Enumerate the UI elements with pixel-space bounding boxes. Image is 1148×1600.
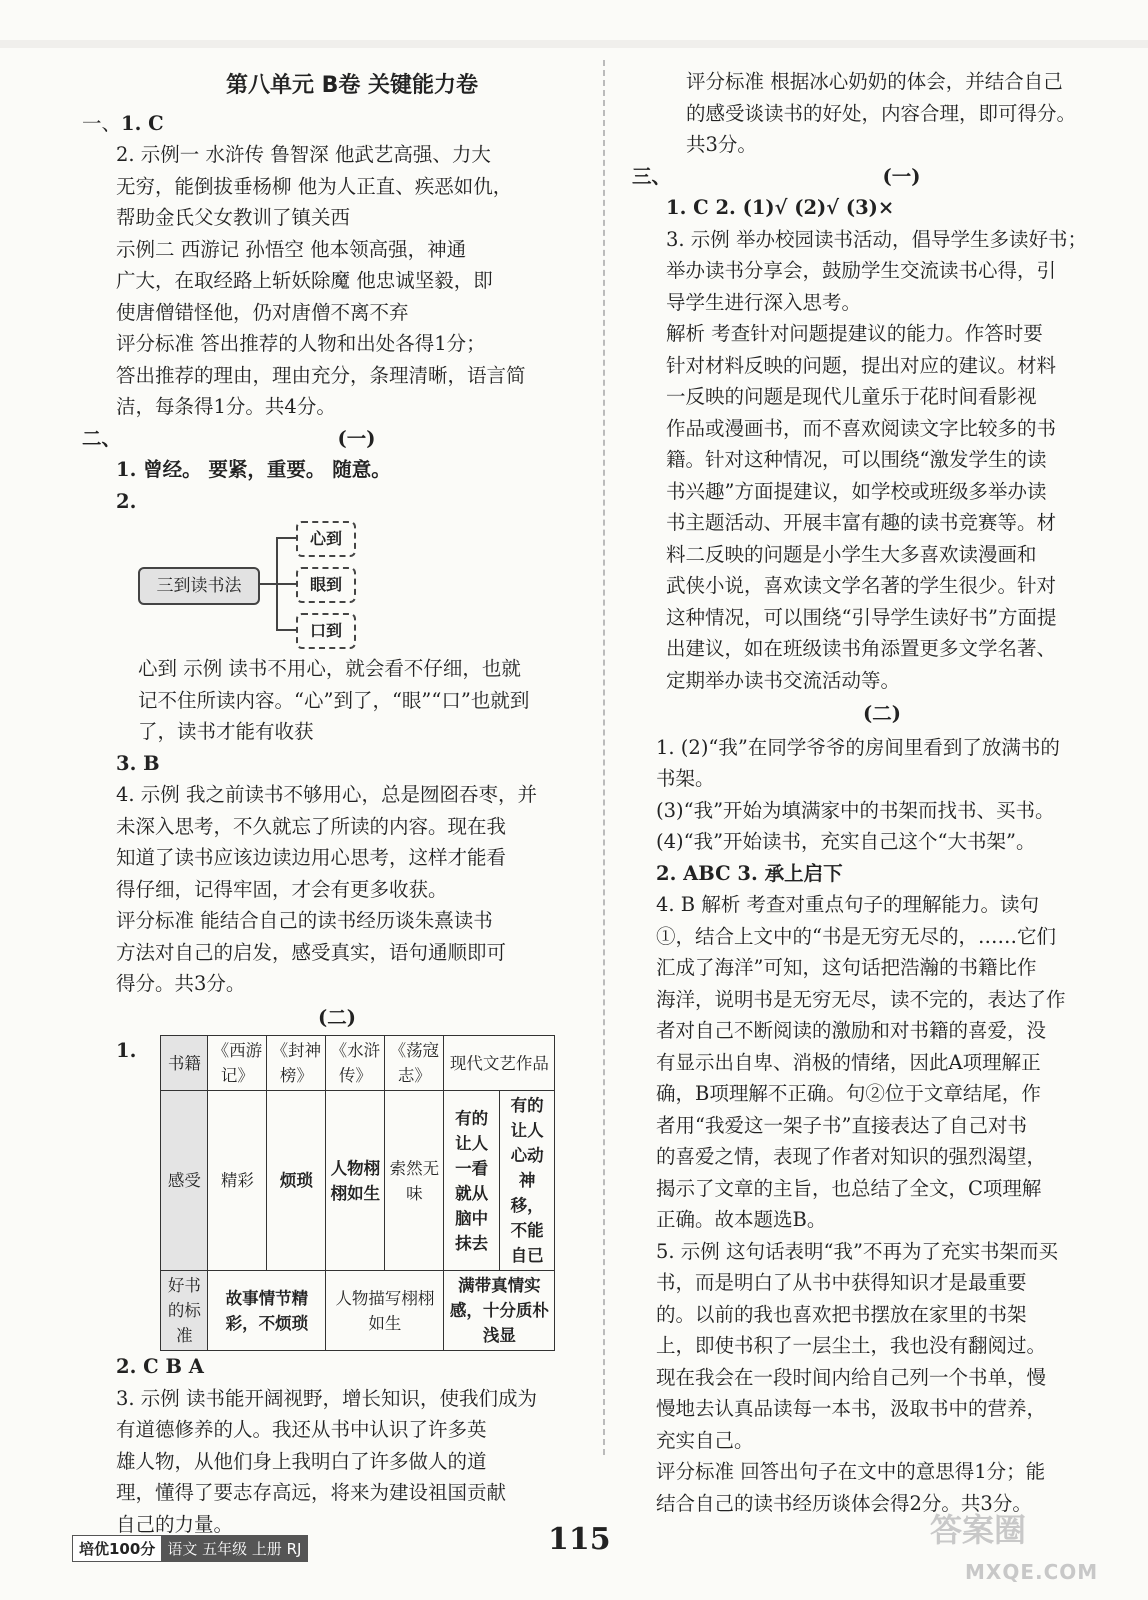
text-line: 4. B 解析 考查对重点句子的理解能力。读句 <box>656 893 1040 916</box>
text-line: 知道了读书应该边读边用心思考，这样才能看 <box>116 846 507 869</box>
book-meta: 语文 五年级 上册 RJ <box>161 1536 307 1561</box>
text-line: 出建议，如在班级读书角添置更多文学名著、 <box>666 637 1057 660</box>
text-line: 定期举办读书交流活动等。 <box>666 668 901 692</box>
text-line: 确，B项理解不正确。句②位于文章结尾，作 <box>656 1082 1041 1105</box>
watermark-logo: 答案圈 <box>930 1511 1027 1549</box>
text-line: 5. 示例 这句话表明“我”不再为了充实书架而买 <box>656 1239 1058 1263</box>
answer-2-label: 2. <box>116 489 137 513</box>
text-line: 汇成了海洋”可知，这句话把浩瀚的书籍比作 <box>656 956 1037 979</box>
column-divider <box>603 60 605 1455</box>
answer-2-text <box>82 653 592 748</box>
mind-map <box>138 519 592 649</box>
section-one <box>82 108 592 140</box>
section-one-label: 一、 <box>82 111 122 135</box>
text-line: 举办读书分享会，鼓励学生交流读书心得，引 <box>666 259 1057 282</box>
text-line: 1. (2)“我”在同学爷爷的房间里看到了放满书的 <box>656 735 1060 759</box>
text-line: 籍。针对这种情况，可以围绕“激发学生的读 <box>666 448 1047 471</box>
table-cell: 有的让人心动神移，不能自已 <box>499 1091 555 1271</box>
table-cell: 索然无味 <box>385 1091 444 1271</box>
text-line: 心到 示例 读书不用心，就会看不仔细，也就 <box>138 657 521 680</box>
table-header-cell: 感受 <box>161 1091 208 1271</box>
page-number: 115 <box>548 1522 611 1557</box>
answer-2: 2. C B A <box>116 1355 204 1378</box>
text-line: 记不住所读内容。“心”到了，“眼”“口”也就到 <box>138 688 530 712</box>
subsection-heading: (一) <box>882 164 921 188</box>
text-line: 3. 示例 读书能开阔视野，增长知识，使我们成为 <box>116 1386 538 1410</box>
text-line: 正确。故本题选B。 <box>656 1208 827 1231</box>
text-line: 广大，在取经路上斩妖除魔 他忠诚坚毅，即 <box>116 269 493 292</box>
text-line: 现在我会在一段时间内给自己列一个书单，慢 <box>656 1365 1047 1389</box>
text-line: 一反映的问题是现代儿童乐于花时间看影视 <box>666 385 1037 408</box>
text-line: 评分标准 根据冰心奶奶的体会，并结合自己 <box>686 70 1063 93</box>
text-line: 书，而是明白了从书中获得知识才是最重要 <box>656 1271 1027 1294</box>
answer-2-3-block <box>82 1351 592 1540</box>
footer-book-info <box>72 1535 308 1562</box>
left-column <box>82 66 592 1540</box>
text-line: 慢地去认真品读每一本书，汲取书中的营养， <box>656 1397 1047 1420</box>
text-line: 有道德修养的人。我还从书中认识了许多英 <box>116 1418 487 1441</box>
text-line: 结合自己的读书经历谈体会得2分。共3分。 <box>656 1491 1032 1515</box>
answer-1: 1. 曾经。 要紧，重要。 随意。 <box>116 458 391 481</box>
table-row <box>161 1271 555 1351</box>
table-cell: 《西游记》 <box>208 1036 267 1091</box>
subsection-heading: (一) <box>337 426 376 450</box>
section-three-label: 三、 <box>632 164 672 188</box>
subsection-heading: (二) <box>318 1005 356 1029</box>
text-line: 未深入思考，不久就忘了所读的内容。现在我 <box>116 814 507 838</box>
text-line: (4)“我”开始读书，充实自己这个“大书架”。 <box>656 830 1036 853</box>
table-cell: 现代文艺作品 <box>444 1036 555 1091</box>
text-line: 4. 示例 我之前读书不够用心，总是囫囵吞枣，并 <box>116 783 538 806</box>
text-line: 2. ABC 3. 承上启下 <box>656 861 843 885</box>
text-line: 揭示了文章的主旨，也总结了全文，C项理解 <box>656 1176 1042 1200</box>
subsection-heading: (二) <box>863 702 901 725</box>
brand-label: 培优100分 <box>73 1536 161 1561</box>
text-line: 方法对自己的启发，感受真实，语句通顺即可 <box>116 940 507 964</box>
table-cell: 《荡寇志》 <box>385 1036 444 1091</box>
table-header-cell: 书籍 <box>161 1036 208 1091</box>
answer-1-table-block <box>82 1035 592 1351</box>
section-three-header <box>632 161 1132 193</box>
text-line: 充实自己。 <box>656 1428 754 1452</box>
text-line: 2. 示例一 水浒传 鲁智深 他武艺高强、力大 <box>116 143 491 166</box>
text-line: 者对自己不断阅读的激励和对书籍的喜爱，没 <box>656 1019 1047 1042</box>
connector-line <box>276 583 296 585</box>
text-line: 的。以前的我也喜欢把书摆放在家里的书架 <box>656 1302 1027 1326</box>
text-line: 示例二 西游记 孙悟空 他本领高强，神通 <box>116 237 467 261</box>
watermark-url: MXQE.COM <box>965 1560 1099 1584</box>
answers-1-2: 1. C 2. (1)√ (2)√ (3)× <box>666 196 895 219</box>
table-cell: 烦琐 <box>267 1091 326 1271</box>
text-line: 理，懂得了要志存高远，将来为建设祖国贡献 <box>116 1481 507 1504</box>
text-line: 书主题活动、开展丰富有趣的读书竞赛等。材 <box>666 511 1057 534</box>
table-cell: 精彩 <box>208 1091 267 1271</box>
text-line: 的喜爱之情，表现了作者对知识的强烈渴望， <box>656 1145 1047 1168</box>
text-line: 上，即使书积了一层尘土，我也没有翻阅过。 <box>656 1334 1047 1357</box>
table-row <box>161 1091 555 1271</box>
text-line: 的感受谈读书的好处，内容合理，即可得分。 <box>686 101 1077 125</box>
text-line: 自己的力量。 <box>116 1512 234 1536</box>
text-line: 书兴趣”方面提建议，如学校或班级多举办读 <box>666 479 1047 503</box>
table-row <box>161 1036 555 1091</box>
table-cell: 《封神榜》 <box>267 1036 326 1091</box>
text-line: 评分标准 答出推荐的人物和出处各得1分； <box>116 332 486 355</box>
table-cell: 有的让人一看就从脑中抹去 <box>444 1091 500 1271</box>
text-line: 共3分。 <box>686 133 757 156</box>
part-one-block <box>632 192 1132 696</box>
book-comparison-table <box>160 1035 555 1351</box>
page-title: 第八单元 B卷 关键能力卷 <box>225 73 479 98</box>
text-line: 帮助金氏父女教训了镇关西 <box>116 206 351 229</box>
text-line: 针对材料反映的问题，提出对应的建议。材料 <box>666 353 1057 377</box>
table-header-cell: 好书的标准 <box>161 1271 208 1351</box>
text-line: 无穷，能倒拔垂杨柳 他为人正直、疾恶如仇， <box>116 174 513 198</box>
answer-2-block <box>82 139 592 423</box>
text-line: 导学生进行深入思考。 <box>666 290 862 314</box>
text-line: ①，结合上文中的“书是无穷无尽的，……它们 <box>656 924 1056 948</box>
text-line: 作品或漫画书，而不喜欢阅读文字比较多的书 <box>666 416 1057 440</box>
answer-1-label: 1. <box>116 1039 137 1062</box>
text-line: 使唐僧错怪他，仍对唐僧不离不弃 <box>116 300 409 324</box>
mind-map-leaf: 眼到 <box>296 567 356 603</box>
text-line: 有显示出自卑、消极的情绪，因此A项理解正 <box>656 1050 1041 1074</box>
text-line: 答出推荐的理由，理由充分，条理清晰，语言简 <box>116 363 526 387</box>
right-column <box>632 66 1132 1519</box>
table-cell: 《水浒传》 <box>326 1036 385 1091</box>
connector-line <box>258 583 276 585</box>
answer-3: 3. B <box>116 751 160 775</box>
text-line: 解析 考查针对问题提建议的能力。作答时要 <box>666 322 1043 345</box>
mind-map-leaf: 心到 <box>296 521 356 557</box>
text-line: 者用“我爱这一架子书”直接表达了自己对书 <box>656 1113 1027 1137</box>
connector-line <box>276 629 296 631</box>
answer-1: 1. C <box>121 111 164 135</box>
text-line: 海洋，说明书是无穷无尽，读不完的，表达了作 <box>656 987 1066 1011</box>
part-two-block <box>632 732 1132 1520</box>
answer-3-4-block <box>82 748 592 1000</box>
text-line: 评分标准 能结合自己的读书经历谈朱熹读书 <box>116 909 493 932</box>
text-line: (3)“我”开始为填满家中的书架而找书、买书。 <box>656 798 1055 822</box>
text-line: 洁，每条得1分。共4分。 <box>116 395 336 418</box>
table-cell: 人物栩栩如生 <box>326 1091 385 1271</box>
text-line: 了，读书才能有收获 <box>138 720 314 743</box>
text-line: 得分。共3分。 <box>116 972 246 995</box>
scoring-standard-block <box>632 66 1132 161</box>
text-line: 雄人物，从他们身上我明白了许多做人的道 <box>116 1449 487 1473</box>
text-line: 这种情况，可以围绕“引导学生读好书”方面提 <box>666 605 1057 629</box>
section-two-header <box>82 423 592 455</box>
text-line: 武侠小说，喜欢读文学名著的学生很少。针对 <box>666 574 1057 597</box>
mind-map-root: 三到读书法 <box>138 567 260 605</box>
text-line: 料二反映的问题是小学生大多喜欢读漫画和 <box>666 542 1037 566</box>
text-line: 书架。 <box>656 767 715 790</box>
text-line: 评分标准 回答出句子在文中的意思得1分；能 <box>656 1460 1046 1483</box>
connector-line <box>276 537 296 539</box>
page-top-band <box>0 40 1148 48</box>
table-cell: 故事情节精彩，不烦琐 <box>208 1271 326 1351</box>
text-line: 得仔细，记得牢固，才会有更多收获。 <box>116 877 448 901</box>
mind-map-leaf: 口到 <box>296 613 356 649</box>
text-line: 3. 示例 举办校园读书活动，倡导学生多读好书； <box>666 227 1088 251</box>
section-two-label: 二、 <box>82 426 122 450</box>
table-cell: 满带真情实感，十分质朴浅显 <box>444 1271 555 1351</box>
table-cell: 人物描写栩栩如生 <box>326 1271 444 1351</box>
part-one-block <box>82 454 592 517</box>
